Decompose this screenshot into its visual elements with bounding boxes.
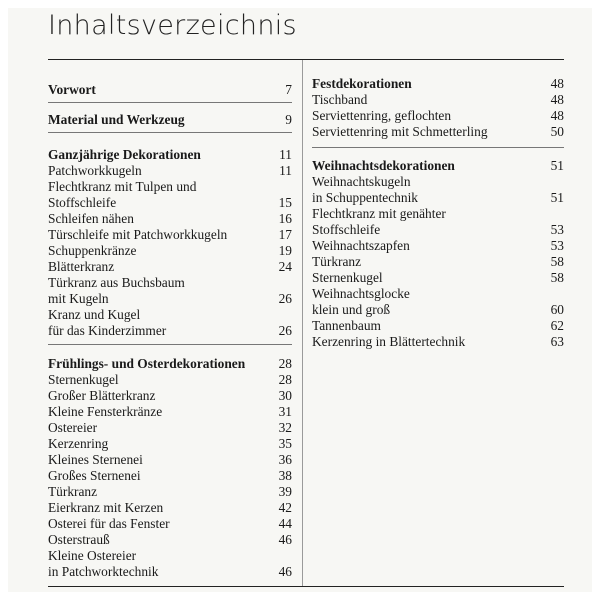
toc-entry-page: 50 bbox=[550, 124, 564, 139]
toc-entry-page: 51 bbox=[550, 190, 564, 205]
toc-entry-title: mit Kugeln bbox=[48, 291, 109, 306]
toc-entry bbox=[312, 206, 564, 222]
section-separator bbox=[48, 344, 292, 345]
toc-entry-page: 31 bbox=[278, 404, 292, 419]
toc-entry bbox=[312, 92, 564, 108]
toc-entry-page: 51 bbox=[550, 158, 564, 173]
toc-entry bbox=[312, 174, 564, 190]
toc-entry-title: Ostereier bbox=[48, 420, 98, 435]
toc-entry-page: 48 bbox=[550, 76, 564, 91]
toc-entry-page: 24 bbox=[278, 259, 292, 274]
toc-entry-page: 44 bbox=[278, 516, 292, 531]
toc-entry-title: für das Kinderzimmer bbox=[48, 323, 167, 338]
toc-entry bbox=[48, 468, 292, 484]
toc-entry-title: Weihnachtsglocke bbox=[312, 286, 410, 301]
section-separator bbox=[48, 132, 292, 133]
toc-entry bbox=[48, 195, 292, 211]
toc-entry-title: Kerzenring bbox=[48, 436, 109, 451]
toc-entry-page: 39 bbox=[278, 484, 292, 499]
toc-entry-title: in Patchworktechnik bbox=[48, 564, 159, 579]
toc-section-heading bbox=[48, 147, 292, 163]
toc-entry-page: 48 bbox=[550, 92, 564, 107]
toc-entry-title: Kleines Sternenei bbox=[48, 452, 143, 467]
toc-entry-page: 38 bbox=[278, 468, 292, 483]
toc-entry-page: 30 bbox=[278, 388, 292, 403]
toc-entry bbox=[312, 270, 564, 286]
page-title: Inhaltsverzeichnis bbox=[48, 10, 297, 41]
toc-entry-title: Festdekorationen bbox=[312, 76, 412, 91]
toc-entry-page: 53 bbox=[550, 238, 564, 253]
toc-entry bbox=[48, 307, 292, 323]
toc-entry-page: 19 bbox=[278, 243, 292, 258]
toc-entry bbox=[48, 436, 292, 452]
toc-entry-title: Stoffschleife bbox=[48, 195, 117, 210]
toc-entry-title: Stoffschleife bbox=[312, 222, 381, 237]
toc-section-heading bbox=[48, 356, 292, 372]
toc-entry bbox=[48, 372, 292, 388]
toc-section-heading bbox=[312, 158, 564, 174]
toc-entry bbox=[48, 211, 292, 227]
toc-entry-title: Sternenkugel bbox=[312, 270, 383, 285]
toc-entry-title: Ganzjährige Dekorationen bbox=[48, 147, 201, 162]
toc-entry-page: 26 bbox=[278, 323, 292, 338]
toc-entry bbox=[48, 259, 292, 275]
toc-entry-page: 58 bbox=[550, 270, 564, 285]
toc-section-heading bbox=[48, 82, 292, 98]
toc-entry bbox=[48, 548, 292, 564]
toc-entry-page: 63 bbox=[550, 334, 564, 349]
toc-entry-title: Osterstrauß bbox=[48, 532, 110, 547]
toc-entry-page: 26 bbox=[278, 291, 292, 306]
toc-entry-title: klein und groß bbox=[312, 302, 391, 317]
toc-entry bbox=[48, 243, 292, 259]
toc-entry bbox=[48, 420, 292, 436]
section-separator bbox=[48, 102, 292, 103]
toc-entry-title: Tischband bbox=[312, 92, 368, 107]
toc-entry-title: Großes Sternenei bbox=[48, 468, 141, 483]
toc-entry-title: Großer Blätterkranz bbox=[48, 388, 156, 403]
toc-entry-title: Schleifen nähen bbox=[48, 211, 134, 226]
toc-entry-page: 46 bbox=[278, 564, 292, 579]
toc-entry-title: Türschleife mit Patchworkkugeln bbox=[48, 227, 228, 242]
toc-entry-title: in Schuppentechnik bbox=[312, 190, 418, 205]
toc-entry-title: Flechtkranz mit Tulpen und bbox=[48, 179, 197, 194]
toc-entry-page: 7 bbox=[285, 82, 292, 97]
toc-entry bbox=[48, 163, 292, 179]
toc-entry-title: Weihnachtsdekorationen bbox=[312, 158, 455, 173]
toc-entry-title: Vorwort bbox=[48, 82, 96, 97]
toc-entry bbox=[48, 388, 292, 404]
toc-entry bbox=[312, 108, 564, 124]
toc-entry-page: 11 bbox=[279, 163, 292, 178]
toc-entry bbox=[312, 238, 564, 254]
toc-entry-page: 35 bbox=[278, 436, 292, 451]
toc-entry bbox=[48, 404, 292, 420]
toc-entry bbox=[48, 532, 292, 548]
toc-entry-page: 48 bbox=[550, 108, 564, 123]
toc-entry-title: Eierkranz mit Kerzen bbox=[48, 500, 164, 515]
toc-entry-page: 42 bbox=[278, 500, 292, 515]
toc-entry bbox=[48, 227, 292, 243]
toc-entry-page: 28 bbox=[278, 356, 292, 371]
toc-entry bbox=[48, 516, 292, 532]
toc-entry-page: 15 bbox=[278, 195, 292, 210]
column-divider bbox=[302, 60, 303, 586]
toc-entry bbox=[48, 275, 292, 291]
toc-entry bbox=[48, 500, 292, 516]
toc-entry-title: Türkranz bbox=[48, 484, 98, 499]
bottom-rule bbox=[48, 586, 564, 587]
toc-entry-title: Frühlings- und Osterdekorationen bbox=[48, 356, 246, 371]
toc-entry-page: 17 bbox=[278, 227, 292, 242]
toc-entry-page: 16 bbox=[278, 211, 292, 226]
book-page bbox=[8, 8, 592, 592]
toc-entry bbox=[48, 291, 292, 307]
toc-entry-page: 60 bbox=[550, 302, 564, 317]
toc-section-heading bbox=[48, 112, 292, 128]
toc-entry-page: 32 bbox=[278, 420, 292, 435]
toc-entry-title: Weihnachtskugeln bbox=[312, 174, 411, 189]
toc-entry bbox=[312, 190, 564, 206]
toc-entry-title: Blätterkranz bbox=[48, 259, 115, 274]
toc-entry-page: 36 bbox=[278, 452, 292, 467]
toc-entry-title: Patchworkkugeln bbox=[48, 163, 142, 178]
toc-entry-page: 58 bbox=[550, 254, 564, 269]
toc-entry-title: Osterei für das Fenster bbox=[48, 516, 170, 531]
top-rule bbox=[48, 59, 564, 60]
toc-entry-title: Serviettenring mit Schmetterling bbox=[312, 124, 488, 139]
toc-entry bbox=[48, 323, 292, 339]
toc-entry-title: Kranz und Kugel bbox=[48, 307, 141, 322]
toc-entry-title: Kleine Fensterkränze bbox=[48, 404, 163, 419]
toc-entry bbox=[312, 254, 564, 270]
toc-entry-page: 46 bbox=[278, 532, 292, 547]
toc-entry-title: Sternenkugel bbox=[48, 372, 119, 387]
toc-entry-title: Kerzenring in Blättertechnik bbox=[312, 334, 466, 349]
toc-entry-title: Flechtkranz mit genähter bbox=[312, 206, 446, 221]
toc-entry-title: Türkranz bbox=[312, 254, 362, 269]
section-separator bbox=[312, 147, 564, 148]
toc-entry-title: Serviettenring, geflochten bbox=[312, 108, 452, 123]
toc-entry bbox=[312, 334, 564, 350]
toc-entry bbox=[312, 302, 564, 318]
toc-entry-page: 11 bbox=[279, 147, 292, 162]
toc-entry-page: 9 bbox=[285, 112, 292, 127]
toc-entry-title: Schuppenkränze bbox=[48, 243, 137, 258]
toc-entry-page: 28 bbox=[278, 372, 292, 387]
toc-entry bbox=[312, 318, 564, 334]
toc-entry-title: Kleine Ostereier bbox=[48, 548, 137, 563]
toc-entry bbox=[312, 222, 564, 238]
toc-entry bbox=[48, 484, 292, 500]
toc-entry bbox=[312, 124, 564, 140]
toc-entry bbox=[48, 452, 292, 468]
toc-entry bbox=[48, 564, 292, 580]
toc-entry bbox=[48, 179, 292, 195]
toc-entry-page: 62 bbox=[550, 318, 564, 333]
toc-entry-title: Tannenbaum bbox=[312, 318, 381, 333]
toc-entry bbox=[312, 286, 564, 302]
toc-entry-page: 53 bbox=[550, 222, 564, 237]
toc-entry-title: Material und Werkzeug bbox=[48, 112, 185, 127]
toc-entry-title: Weihnachtszapfen bbox=[312, 238, 410, 253]
toc-section-heading bbox=[312, 76, 564, 92]
toc-entry-title: Türkranz aus Buchsbaum bbox=[48, 275, 185, 290]
